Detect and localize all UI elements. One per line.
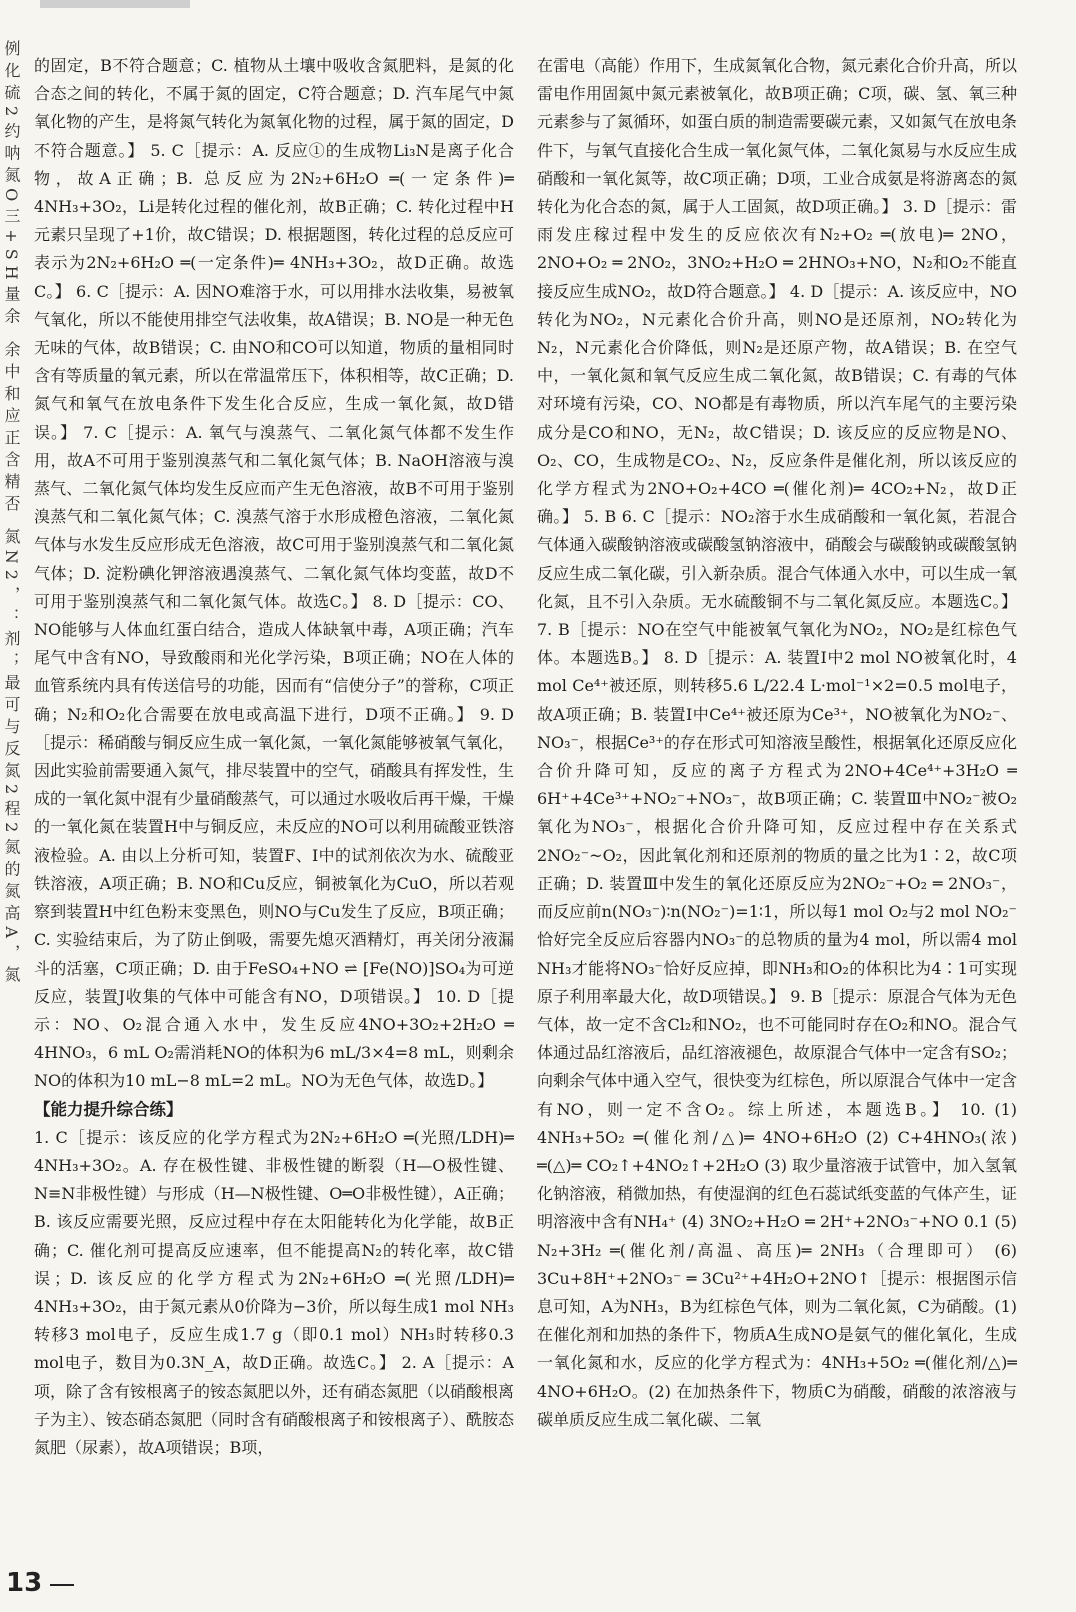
page-number: 13 — [6, 1568, 43, 1598]
right-column — [537, 52, 1017, 1582]
left-paragraph-2: 1. C［提示：该反应的化学方程式为2N₂+6H₂O ═(光照/LDH)═ 4NH₃+3O₂。A. 存在极性键、非极性键的断裂（H—O极性键、N≡N非极性键）与形成（H—N极性键、O═O非极性键），A正确；B. 该反应需要光照，反应过程中存在太阳能转化为化学能，故B正确；C. 催化剂可提高反应速率，但不能提高N₂的转化率，故C错误；D. 该反应的化学方程式为2N₂+6H₂O ═(光照/LDH)═ 4NH₃+3O₂，由于氮元素从0价降为−3价，所以每生成1 mol NH₃转移3 mol电子，反应生成1.7 g（即0.1 mol）NH₃时转移0.3 mol电子，数目为0.3N_A，故D正确。故选C。】 2. A［提示：A项，除了含有铵根离子的铵态氮肥以外，还有硝态氮肥（以硝酸根离子为主）、铵态硝态氮肥（同时含有硝酸根离子和铵根离子）、酰胺态氮肥（尿素），故A项错误；B项， — [34, 1127, 514, 1457]
left-column — [34, 52, 514, 1582]
section-title: 【能力提升综合练】 — [34, 1099, 183, 1119]
page-number-dash — [50, 1584, 74, 1586]
right-paragraph-1: 在雷电（高能）作用下，生成氮氧化合物，氮元素化合价升高，所以雷电作用固氮中氮元素被氧化，故B项正确；C项，碳、氢、氧三种元素参与了氮循环，如蛋白质的制造需要碳元素，又如氮气在放电条件下，与氧气直接化合生成一氧化氮气体，二氧化氮易与水反应生成硝酸和一氧化氮等，故C项正确；D项，工业合成氨是将游离态的氮转化为化合态的氮，属于人工固氮，故D项正确。】 3. D［提示：雷雨发庄稼过程中发生的反应依次有N₂+O₂ ═(放电)═ 2NO，2NO+O₂ ═ 2NO₂，3NO₂+H₂O ═ 2HNO₃+NO，N₂和O₂不能直接反应生成NO₂，故D符合题意。】 4. D［提示：A. 该反应中，NO转化为NO₂，N元素化合价升高，则NO是还原剂，NO₂转化为N₂，N元素化合价降低，则N₂是还原产物，故A错误；B. 在空气中，一氧化氮和氧气反应生成二氧化氮，故B错误；C. 有毒的气体对环境有污染，CO、NO都是有毒物质，所以汽车尾气的主要污染成分是CO和NO，无N₂，故C错误；D. 该反应的反应物是NO、O₂、CO，生成物是CO₂、N₂，反应条件是催化剂，所以该反应的化学方程式为2NO+O₂+4CO ═(催化剂)═ 4CO₂+N₂，故D正确。】 5. B 6. C［提示：NO₂溶于水生成硝酸和一氧化氮，若混合气体通入碳酸钠溶液或碳酸氢钠溶液中，硝酸会与碳酸钠或碳酸氢钠反应生成二氧化碳，引入新杂质。混合气体通入水中，可以生成一氧化氮，且不引入杂质。无水硫酸铜不与二氧化氮反应。本题选C。】 7. B［提示：NO在空气中能被氧气氧化为NO₂，NO₂是红棕色气体。本题选B。】 8. D［提示：A. 装置Ⅰ中2 mol NO被氧化时，4 mol Ce⁴⁺被还原，则转移5.6 L/22.4 L·mol⁻¹×2=0.5 mol电子，故A项正确；B. 装置Ⅰ中Ce⁴⁺被还原为Ce³⁺，NO被氧化为NO₂⁻、NO₃⁻，根据Ce³⁺的存在形式可知溶液呈酸性，根据氧化还原反应化合价升降可知，反应的离子方程式为2NO+4Ce⁴⁺+3H₂O ═ 6H⁺+4Ce³⁺+NO₂⁻+NO₃⁻，故B项正确；C. 装置Ⅲ中NO₂⁻被O₂氧化为NO₃⁻，根据化合价升降可知，反应过程中存在关系式2NO₂⁻~O₂，因此氧化剂和还原剂的物质的量之比为1∶2，故C项正确；D. 装置Ⅲ中发生的氧化还原反应为2NO₂⁻+O₂ ═ 2NO₃⁻，而反应前n(NO₃⁻)∶n(NO₂⁻)=1∶1，所以每1 mol O₂与2 mol NO₂⁻恰好完全反应后容器内NO₃⁻的总物质的量为4 mol，所以需4 mol NH₃才能将NO₃⁻恰好反应掉，即NH₃和O₂的体积比为4∶1可实现原子利用率最大化，故D项错误。】 9. B［提示：原混合气体为无色气体，故一定不含Cl₂和NO₂，也不可能同时存在O₂和NO。混合气体通过品红溶液后，品红溶液褪色，故原混合气体中一定含有SO₂；向剩余气体中通入空气，很快变为红棕色，所以原混合气体中一定含有NO，则一定不含O₂。综上所述，本题选B。】 10. (1) 4NH₃+5O₂ ═(催化剂/△)═ 4NO+6H₂O (2) C+4HNO₃(浓) ═(△)═ CO₂↑+4NO₂↑+2H₂O (3) 取少量溶液于试管中，加入氢氧化钠溶液，稍微加热，有使湿润的红色石蕊试纸变蓝的气体产生，证明溶液中含有NH₄⁺ (4) 3NO₂+H₂O ═ 2H⁺+2NO₃⁻+NO 0.1 (5) N₂+3H₂ ═(催化剂/高温、高压)═ 2NH₃（合理即可） (6) 3Cu+8H⁺+2NO₃⁻ ═ 3Cu²⁺+4H₂O+2NO↑［提示：根据图示信息可知，A为NH₃，B为红棕色气体，则为二氧化氮，C为硝酸。(1) 在催化剂和加热的条件下，物质A生成NO是氨气的催化氧化，生成一氧化氮和水，反应的化学方程式为：4NH₃+5O₂ ═(催化剂/△)═ 4NO+6H₂O。(2) 在加热条件下，物质C为硝酸，硝酸的浓溶液与碳单质反应生成二氧化碳、二氧 — [537, 56, 1017, 1429]
left-paragraph-1: 的固定，B不符合题意；C. 植物从土壤中吸收含氮肥料，是氮的化合态之间的转化，不属于氮的固定，C符合题意；D. 汽车尾气中氮氧化物的产生，是将氮气转化为氮氧化物的过程，属于氮的固定，D不符合题意。】 5. C［提示：A. 反应①的生成物Li₃N是离子化合物，故A正确；B. 总反应为2N₂+6H₂O ═(一定条件)═ 4NH₃+3O₂，Li是转化过程的催化剂，故B正确；C. 转化过程中H元素只呈现了+1价，故C错误；D. 根据题图，转化过程的总反应可表示为2N₂+6H₂O ═(一定条件)═ 4NH₃+3O₂，故D正确。故选C。】 6. C［提示：A. 因NO难溶于水，可以用排水法收集，易被氧气氧化，所以不能使用排空气法收集，故A错误；B. NO是一种无色无味的气体，故B错误；C. 由NO和CO可以知道，物质的量相同时含有等质量的氧元素，所以在常温常压下，体积相等，故C正确；D. 氮气和氧气在放电条件下发生化合反应，生成一氧化氮，故D错误。】 7. C［提示：A. 氧气与溴蒸气、二氧化氮气体都不发生作用，故A不可用于鉴别溴蒸气和二氧化氮气体；B. NaOH溶液与溴蒸气、二氧化氮气体均发生反应而产生无色溶液，故B不可用于鉴别溴蒸气和二氧化氮气体；C. 溴蒸气溶于水形成橙色溶液，二氧化氮气体与水发生反应形成无色溶液，故C可用于鉴别溴蒸气和二氧化氮气体；D. 淀粉碘化钾溶液遇溴蒸气、二氧化氮气体均变蓝，故D不可用于鉴别溴蒸气和二氧化氮气体。故选C。】 8. D［提示：CO、NO能够与人体血红蛋白结合，造成人体缺氧中毒，A项正确；汽车尾气中含有NO，导致酸雨和光化学污染，B项正确；NO在人体的血管系统内具有传送信号的功能，因而有“信使分子”的誉称，C项正确；N₂和O₂化合需要在放电或高温下进行，D项不正确。】 9. D［提示：稀硝酸与铜反应生成一氧化氮，一氧化氮能够被氧气氧化，因此实验前需要通入氮气，排尽装置中的空气，硝酸具有挥发性，生成的一氧化氮中混有少量硝酸蒸气，可以通过水吸收后再干燥，干燥的一氧化氮在装置H中与铜反应，未反应的NO可以利用硫酸亚铁溶液检验。A. 由以上分析可知，装置F、I中的试剂依次为水、硫酸亚铁溶液，A项正确；B. NO和Cu反应，铜被氧化为CuO，所以若观察到装置H中红色粉末变黑色，则NO与Cu发生了反应，B项正确；C. 实验结束后，为了防止倒吸，需要先熄灭酒精灯，再关闭分液漏斗的活塞，C项正确；D. 由于FeSO₄+NO ⇌ [Fe(NO)]SO₄为可逆反应，装置J收集的气体中可能含有NO，D项错误。】 10. D［提示：NO、O₂混合通入水中，发生反应4NO+3O₂+2H₂O ═ 4HNO₃，6 mL O₂需消耗NO的体积为6 mL/3×4=8 mL，则剩余NO的体积为10 mL−8 mL=2 mL。NO为无色气体，故选D。】 — [34, 56, 514, 1091]
top-edge-bar — [40, 0, 190, 8]
margin-strip: 例化硫2约呐氮O三+SH量余 余中和应正含精否 氮N2，：剂；最可与反氮2程2氮的氮高A，氮 — [2, 40, 21, 988]
